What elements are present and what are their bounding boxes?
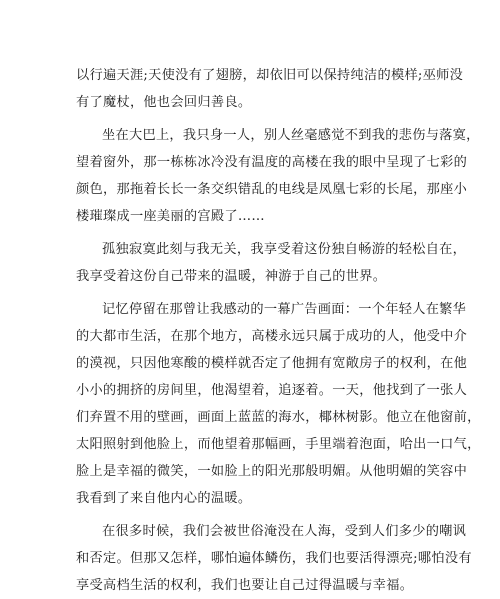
text-line: 的大都市生活，在那个地方，高楼永远只属于成功的人，他受中介 (76, 329, 468, 344)
text-line: 太阳照射到他脸上，而他望着那幅画，手里端着泡面，哈出一口气， (76, 437, 481, 452)
text-line: 有了魔杖，他也会回归善良。 (76, 95, 252, 110)
text-line: 以行遍天涯;天使没有了翅膀，却依旧可以保持纯洁的模样;巫师没 (76, 68, 464, 83)
paragraph-first-line: 记忆停留在那曾让我感动的一幕广告画面：一个年轻人在繁华 (102, 302, 467, 317)
text-line: 我享受着这份自己带来的温暖，神游于自己的世界。 (76, 269, 387, 284)
text-line: 小小的拥挤的房间里，他渴望着，追逐着。一天，他找到了一张人 (76, 383, 468, 398)
text-line: 颜色，那拖着长长一条交织错乱的电线是凤凰七彩的长尾，那座小 (76, 182, 468, 197)
paragraph-first-line: 在很多时候，我们会被世俗淹没在人海，受到人们多少的嘲讽 (102, 524, 467, 539)
text-line: 的漠视，只因他寒酸的模样就否定了他拥有宽敞房子的权利，在他 (76, 356, 468, 371)
text-line: 享受高档生活的权利，我们也要让自己过得温暖与幸福。 (76, 578, 414, 593)
text-line: 我看到了来自他内心的温暖。 (76, 491, 252, 506)
paragraph-first-line: 坐在大巴上，我只身一人，别人丝毫感觉不到我的悲伤与落寞， (102, 128, 480, 143)
text-line: 望着窗外，那一栋栋冰冷没有温度的高楼在我的眼中呈现了七彩的 (76, 155, 468, 170)
paragraph-first-line: 孤独寂寞此刻与我无关，我享受着这份独自畅游的轻松自在， (102, 242, 467, 257)
article-body (76, 62, 481, 599)
text-line: 和否定。但那又怎样，哪怕遍体鳞伤，我们也要活得漂亮;哪怕没有 (76, 551, 472, 566)
text-line: 脸上是幸福的微笑，一如脸上的阳光那般明媚。从他明媚的笑容中 (76, 464, 468, 479)
text-line: 们弃置不用的壁画，画面上蓝蓝的海水，椰林树影。他立在他窗前， (76, 410, 481, 425)
text-line: 楼璀璨成一座美丽的宫殿了…… (76, 209, 265, 224)
